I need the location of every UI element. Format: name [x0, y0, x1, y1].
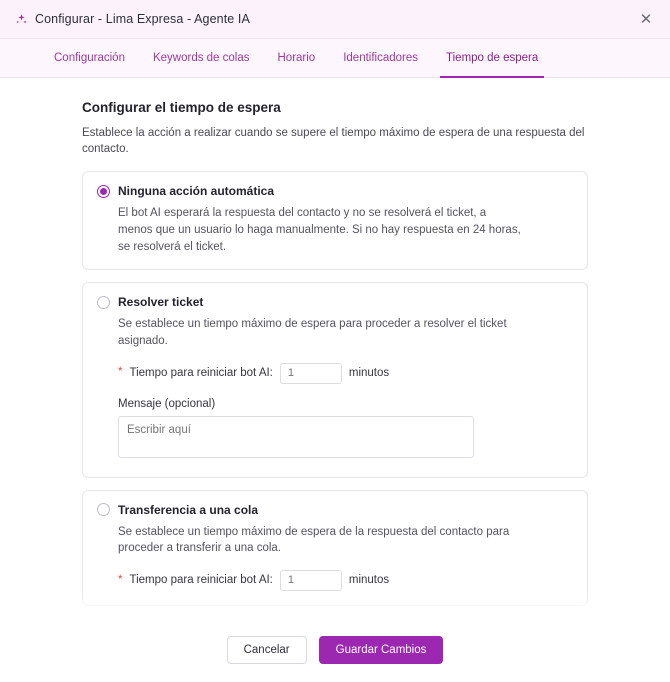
modal-footer: [0, 618, 670, 682]
tab-bar: [0, 39, 670, 78]
tab-configuracion[interactable]: Configuración: [54, 52, 125, 64]
wait-time-label: Tiempo para reiniciar bot AI:: [129, 367, 273, 380]
option-description: El bot AI esperará la respuesta del contacto y no se resolverá el ticket, a menos que un usuario lo haga manualmente. Si no hay respuesta en 24 horas, se resolverá el ticket.: [118, 207, 521, 253]
wait-time-unit: minutos: [348, 574, 390, 587]
option-card-transferencia-a-una-cola[interactable]: [82, 490, 588, 606]
option-card-ninguna-accion-automatica[interactable]: [82, 171, 588, 270]
option-label: Ninguna acción automática: [118, 184, 275, 199]
wait-time-input-transferencia[interactable]: [280, 570, 342, 591]
radio-resolver-ticket[interactable]: [97, 296, 110, 309]
modal-title: Configurar - Lima Expresa - Agente IA: [35, 12, 250, 26]
option-description: Se establece un tiempo máximo de espera para proceder a resolver el ticket asignado.: [118, 318, 507, 347]
cancel-button[interactable]: Cancelar: [227, 636, 307, 664]
tab-horario[interactable]: Horario: [277, 52, 316, 64]
modal-header: [0, 0, 670, 39]
tab-keywords-de-colas[interactable]: Keywords de colas: [152, 52, 250, 64]
sparkle-icon: [14, 12, 28, 26]
tab-tiempo-de-espera[interactable]: Tiempo de espera: [432, 39, 552, 77]
option-header: [97, 184, 573, 198]
close-icon[interactable]: ✕: [639, 10, 653, 28]
message-label: Mensaje (opcional): [118, 397, 216, 410]
tab-identificadores[interactable]: Identificadores: [343, 52, 419, 64]
option-card-resolver-ticket[interactable]: [82, 282, 588, 477]
section-subtitle: Establece la acción a realizar cuando se supere el tiempo máximo de espera de una respuesta del contacto.: [82, 127, 585, 156]
required-marker: *: [118, 573, 123, 586]
wait-time-label: Tiempo para reiniciar bot AI:: [129, 574, 273, 587]
save-button[interactable]: Guardar Cambios: [319, 636, 444, 664]
wait-time-unit: minutos: [348, 367, 390, 380]
option-header: [97, 295, 573, 309]
section-title: Configurar el tiempo de espera: [82, 100, 281, 115]
wait-time-input-resolver[interactable]: [280, 363, 342, 384]
option-label: Resolver ticket: [118, 295, 204, 310]
message-textarea[interactable]: [118, 416, 474, 458]
wait-time-field-row-transferencia: [118, 570, 573, 591]
required-marker: *: [118, 366, 123, 379]
wait-time-field-row-resolver: [118, 363, 573, 384]
modal-body: [0, 78, 670, 618]
radio-transferencia-a-una-cola[interactable]: [97, 503, 110, 516]
option-description: Se establece un tiempo máximo de espera de la respuesta del contacto para proceder a transferir a una cola.: [118, 525, 510, 555]
option-label: Transferencia a una cola: [118, 502, 259, 517]
radio-ninguna-accion-automatica[interactable]: [97, 185, 110, 198]
option-header: [97, 503, 573, 517]
